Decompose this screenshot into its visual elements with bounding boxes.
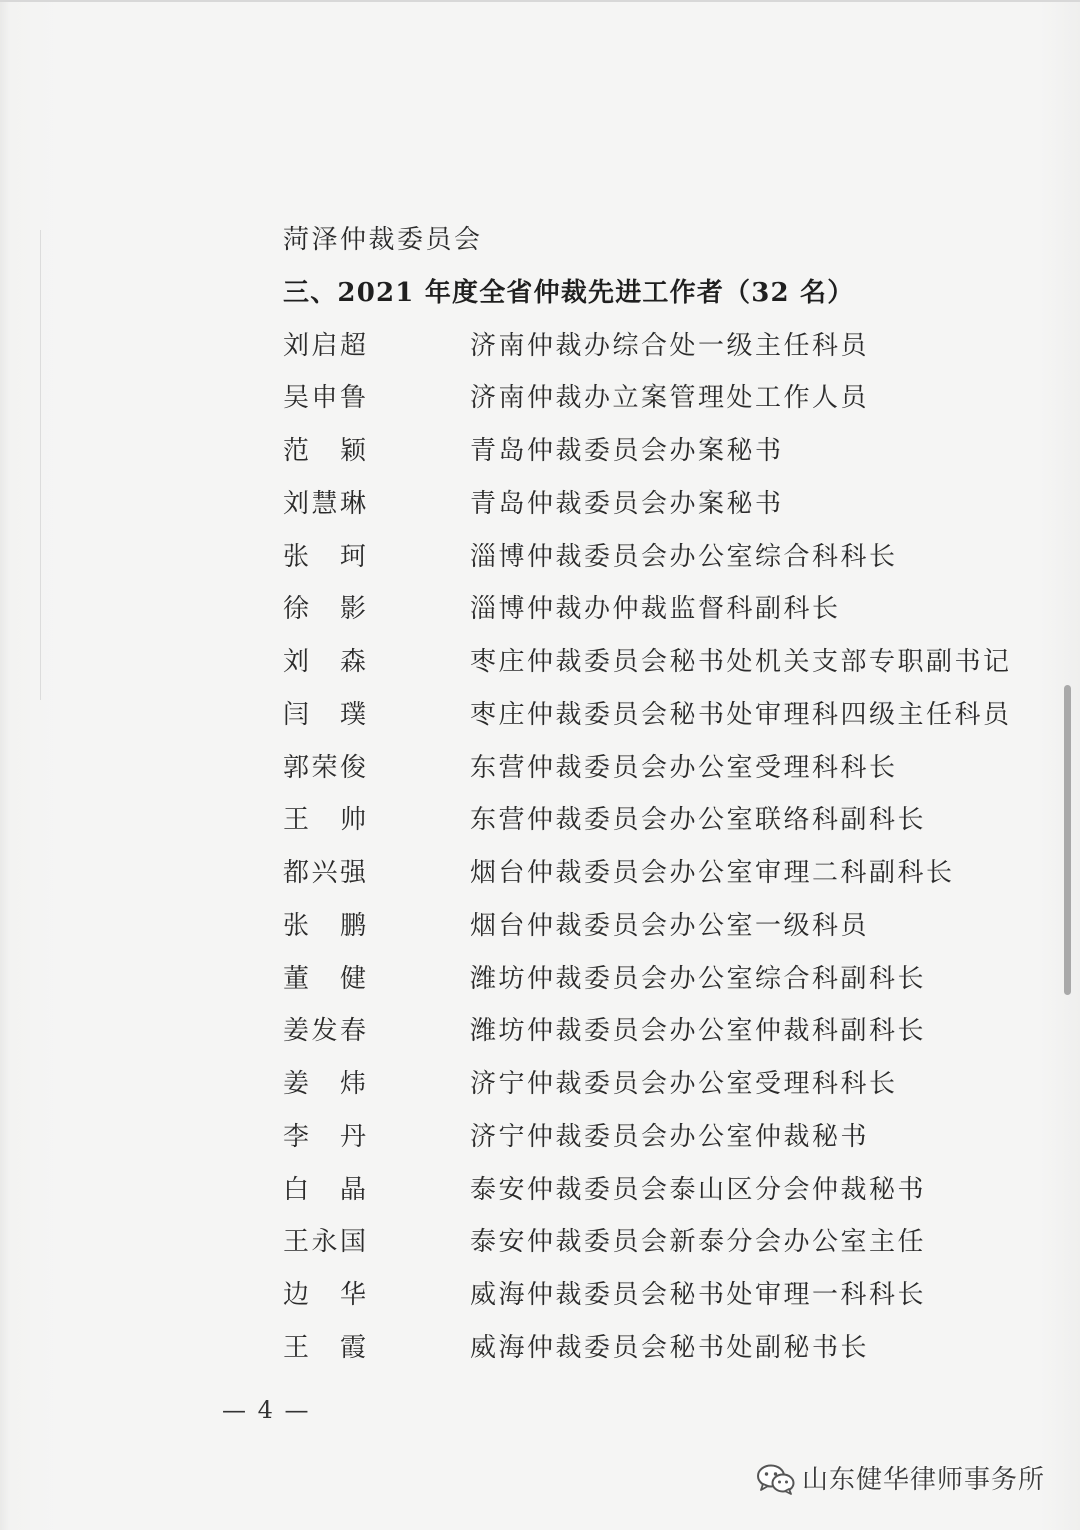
previous-entry: 菏泽仲裁委员会 xyxy=(283,225,483,255)
awardee-name: 张 鹏 xyxy=(283,910,369,941)
awardee-name: 闫 璞 xyxy=(283,699,369,730)
awardee-row xyxy=(283,689,1043,742)
awardee-row xyxy=(283,1164,1043,1217)
awardee-name: 张 珂 xyxy=(283,541,369,572)
awardee-name: 刘慧琳 xyxy=(283,488,369,519)
awardee-row xyxy=(283,742,1043,795)
awardee-row xyxy=(283,320,1043,373)
awardee-name: 边 华 xyxy=(283,1280,369,1310)
awardee-name: 姜 炜 xyxy=(283,1069,369,1099)
awardee-position: 济宁仲裁委员会办公室受理科科长 xyxy=(470,1069,898,1099)
awardee-row xyxy=(283,1216,1043,1269)
scrollbar-thumb[interactable] xyxy=(1064,685,1071,995)
awardee-position: 东营仲裁委员会办公室联络科副科长 xyxy=(470,805,927,836)
awardee-name: 郭荣俊 xyxy=(283,752,369,783)
awardee-row xyxy=(283,1005,1043,1058)
awardee-list xyxy=(283,320,1043,1375)
awardee-position: 泰安仲裁委员会泰山区分会仲裁秘书 xyxy=(470,1174,927,1205)
awardee-row xyxy=(283,1058,1043,1111)
awardee-name: 都兴强 xyxy=(283,858,369,888)
awardee-row xyxy=(283,531,1043,584)
awardee-row xyxy=(283,953,1043,1006)
awardee-name: 徐 影 xyxy=(283,594,369,625)
watermark-text: 山东健华律师事务所 xyxy=(802,1465,1046,1495)
awardee-name: 范 颖 xyxy=(283,436,369,466)
awardee-position: 潍坊仲裁委员会办公室仲裁科副科长 xyxy=(470,1016,927,1047)
awardee-position: 枣庄仲裁委员会秘书处机关支部专职副书记 xyxy=(470,647,1012,677)
awardee-name: 姜发春 xyxy=(283,1016,369,1047)
document-body xyxy=(283,214,1043,1375)
awardee-name: 李 丹 xyxy=(283,1121,369,1152)
awardee-row xyxy=(283,478,1043,531)
awardee-name: 王永国 xyxy=(283,1227,369,1258)
awardee-position: 东营仲裁委员会办公室受理科科长 xyxy=(470,752,898,783)
awardee-row xyxy=(283,1322,1043,1375)
awardee-position: 烟台仲裁委员会办公室一级科员 xyxy=(470,910,870,941)
awardee-row xyxy=(283,425,1043,478)
awardee-position: 淄博仲裁委员会办公室综合科科长 xyxy=(470,541,898,572)
awardee-row xyxy=(283,794,1043,847)
page-number: — 4 — xyxy=(222,1396,311,1424)
awardee-position: 枣庄仲裁委员会秘书处审理科四级主任科员 xyxy=(470,699,1012,730)
awardee-position: 威海仲裁委员会秘书处审理一科科长 xyxy=(470,1280,927,1310)
awardee-position: 潍坊仲裁委员会办公室综合科副科长 xyxy=(470,963,927,994)
section-heading: 三、2021 年度全省仲裁先进工作者（32 名） xyxy=(283,277,855,308)
awardee-name: 白 晶 xyxy=(283,1174,369,1205)
scan-artifact-line xyxy=(40,230,41,700)
awardee-name: 吴申鲁 xyxy=(283,383,369,414)
awardee-row xyxy=(283,636,1043,689)
watermark xyxy=(756,1462,1045,1498)
awardee-row xyxy=(283,847,1043,900)
awardee-position: 威海仲裁委员会秘书处副秘书长 xyxy=(470,1332,870,1363)
awardee-row xyxy=(283,1269,1043,1322)
awardee-row xyxy=(283,372,1043,425)
awardee-name: 王 帅 xyxy=(283,805,369,836)
awardee-name: 刘 森 xyxy=(283,647,369,677)
awardee-position: 青岛仲裁委员会办案秘书 xyxy=(470,436,784,466)
awardee-position: 济宁仲裁委员会办公室仲裁秘书 xyxy=(470,1121,870,1152)
awardee-position: 淄博仲裁办仲裁监督科副科长 xyxy=(470,594,841,625)
awardee-position: 烟台仲裁委员会办公室审理二科副科长 xyxy=(470,858,955,888)
wechat-icon xyxy=(756,1463,796,1497)
awardee-row xyxy=(283,583,1043,636)
awardee-position: 泰安仲裁委员会新泰分会办公室主任 xyxy=(470,1227,927,1258)
awardee-name: 董 健 xyxy=(283,963,369,994)
awardee-row xyxy=(283,900,1043,953)
awardee-position: 青岛仲裁委员会办案秘书 xyxy=(470,488,784,519)
awardee-position: 济南仲裁办综合处一级主任科员 xyxy=(470,330,870,361)
awardee-row xyxy=(283,1111,1043,1164)
awardee-position: 济南仲裁办立案管理处工作人员 xyxy=(470,383,870,414)
awardee-name: 刘启超 xyxy=(283,330,369,361)
awardee-name: 王 霞 xyxy=(283,1332,369,1363)
